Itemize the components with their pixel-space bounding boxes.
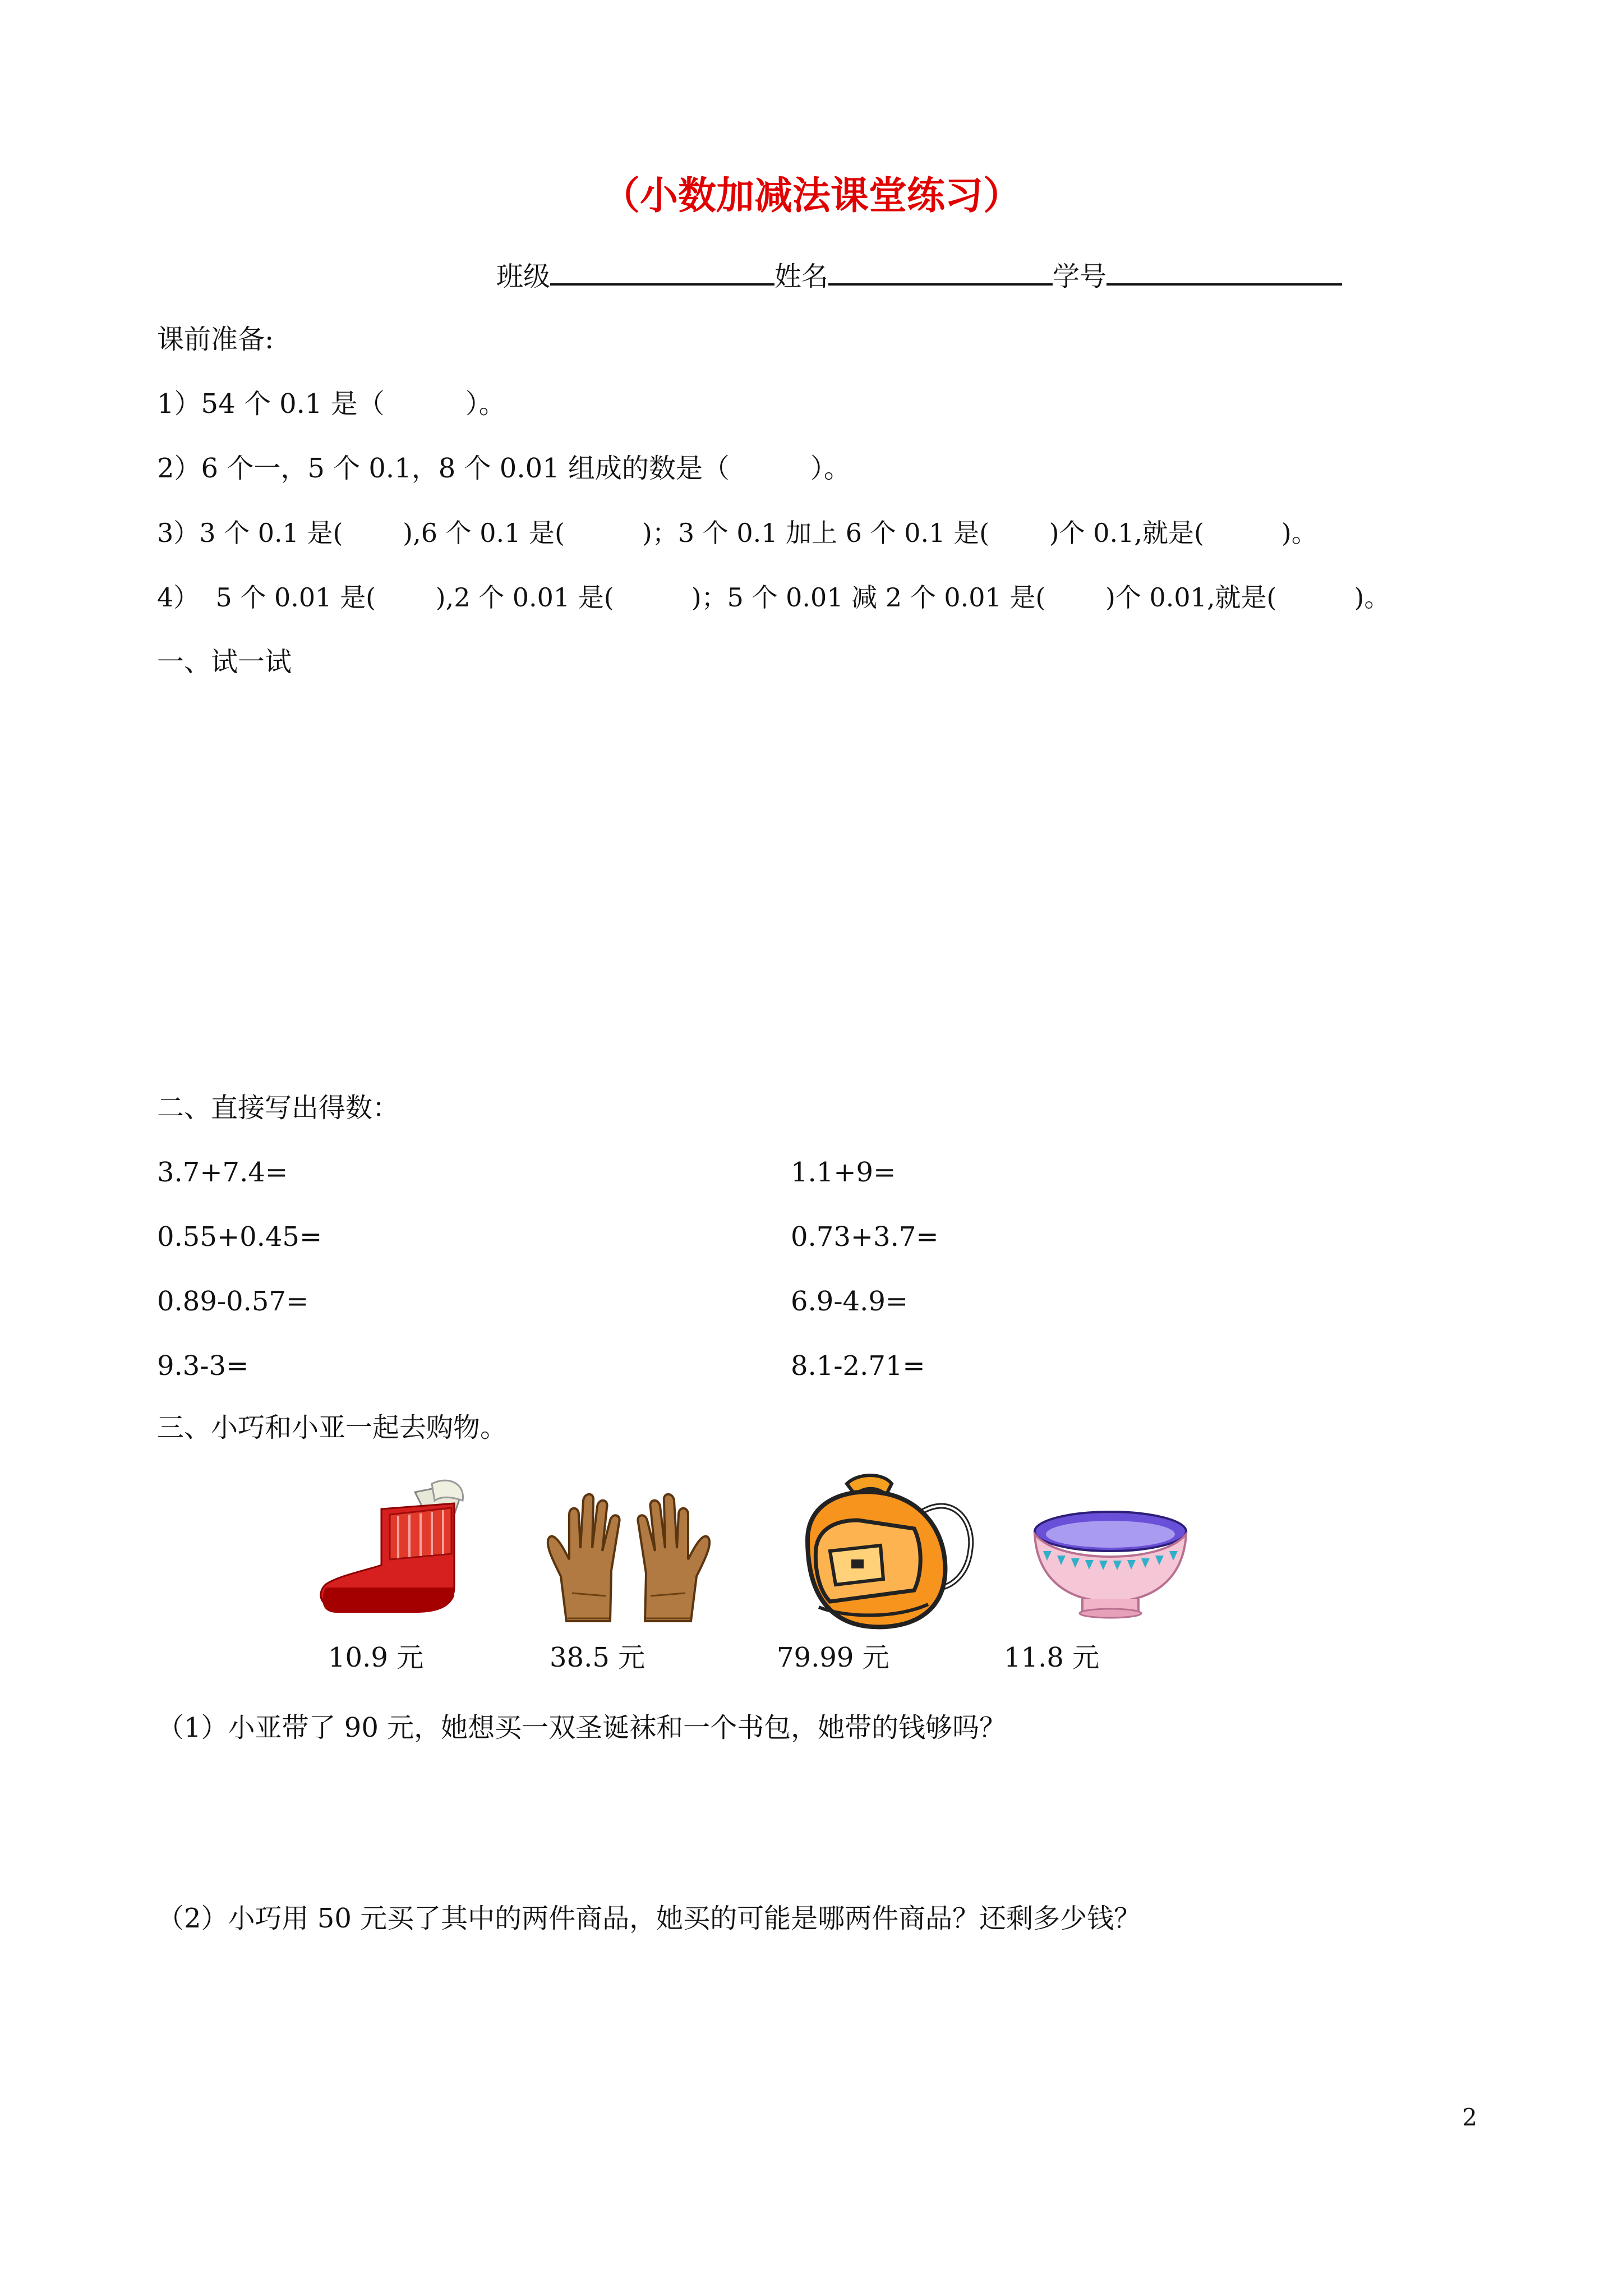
calc-right-2: 0.73+3.7= <box>791 1221 939 1253</box>
prep-question-2: 2）6 个一，5 个 0.1，8 个 0.01 组成的数是（ ）。 <box>157 453 851 484</box>
class-blank[interactable] <box>550 255 774 286</box>
shopping-question-1: （1）小亚带了 90 元，她想买一双圣诞袜和一个书包，她带的钱够吗？ <box>157 1712 1007 1743</box>
prep-question-4: 4） 5 个 0.01 是( ),2 个 0.01 是( )；5 个 0.01 减 2 个 0.01 是( )个 0.01,就是( )。 <box>157 582 1390 613</box>
price-bowl: 11.8 元 <box>1004 1642 1100 1673</box>
id-blank[interactable] <box>1106 255 1342 286</box>
calc-left-1: 3.7+7.4= <box>157 1157 288 1188</box>
page-number: 2 <box>1462 2104 1477 2131</box>
student-info-line <box>496 255 1342 293</box>
calc-left-2: 0.55+0.45= <box>157 1221 322 1253</box>
class-label: 班级 <box>496 261 551 292</box>
name-blank[interactable] <box>828 255 1053 286</box>
calc-left-4: 9.3-3= <box>157 1350 249 1382</box>
calc-right-1: 1.1+9= <box>791 1157 896 1188</box>
price-backpack: 79.99 元 <box>777 1642 889 1673</box>
christmas-sock-icon <box>314 1475 494 1621</box>
prep-heading: 课前准备: <box>157 324 274 355</box>
page-title: （小数加减法课堂练习） <box>601 174 1021 218</box>
section-1-heading: 一、试一试 <box>157 646 292 678</box>
shopping-question-2: （2）小巧用 50 元买了其中的两件商品，她买的可能是哪两件商品？还剩多少钱？ <box>157 1903 1141 1934</box>
section-2-heading: 二、直接写出得数： <box>157 1092 400 1124</box>
calc-right-4: 8.1-2.71= <box>791 1350 925 1382</box>
price-sock: 10.9 元 <box>328 1642 424 1673</box>
price-gloves: 38.5 元 <box>550 1642 645 1673</box>
prep-question-3: 3）3 个 0.1 是( ),6 个 0.1 是( )；3 个 0.1 加上 6 个 0.1 是( )个 0.1,就是( )。 <box>157 518 1317 548</box>
prep-question-1: 1）54 个 0.1 是（ ）。 <box>157 388 506 420</box>
section-3-heading: 三、小巧和小亚一起去购物。 <box>157 1412 508 1443</box>
id-label: 学号 <box>1053 261 1107 292</box>
bowl-icon <box>1026 1503 1195 1621</box>
name-label: 姓名 <box>774 261 829 292</box>
backpack-icon <box>785 1467 987 1635</box>
calc-right-3: 6.9-4.9= <box>791 1286 909 1317</box>
gloves-icon <box>538 1481 729 1632</box>
calc-left-3: 0.89-0.57= <box>157 1286 309 1317</box>
